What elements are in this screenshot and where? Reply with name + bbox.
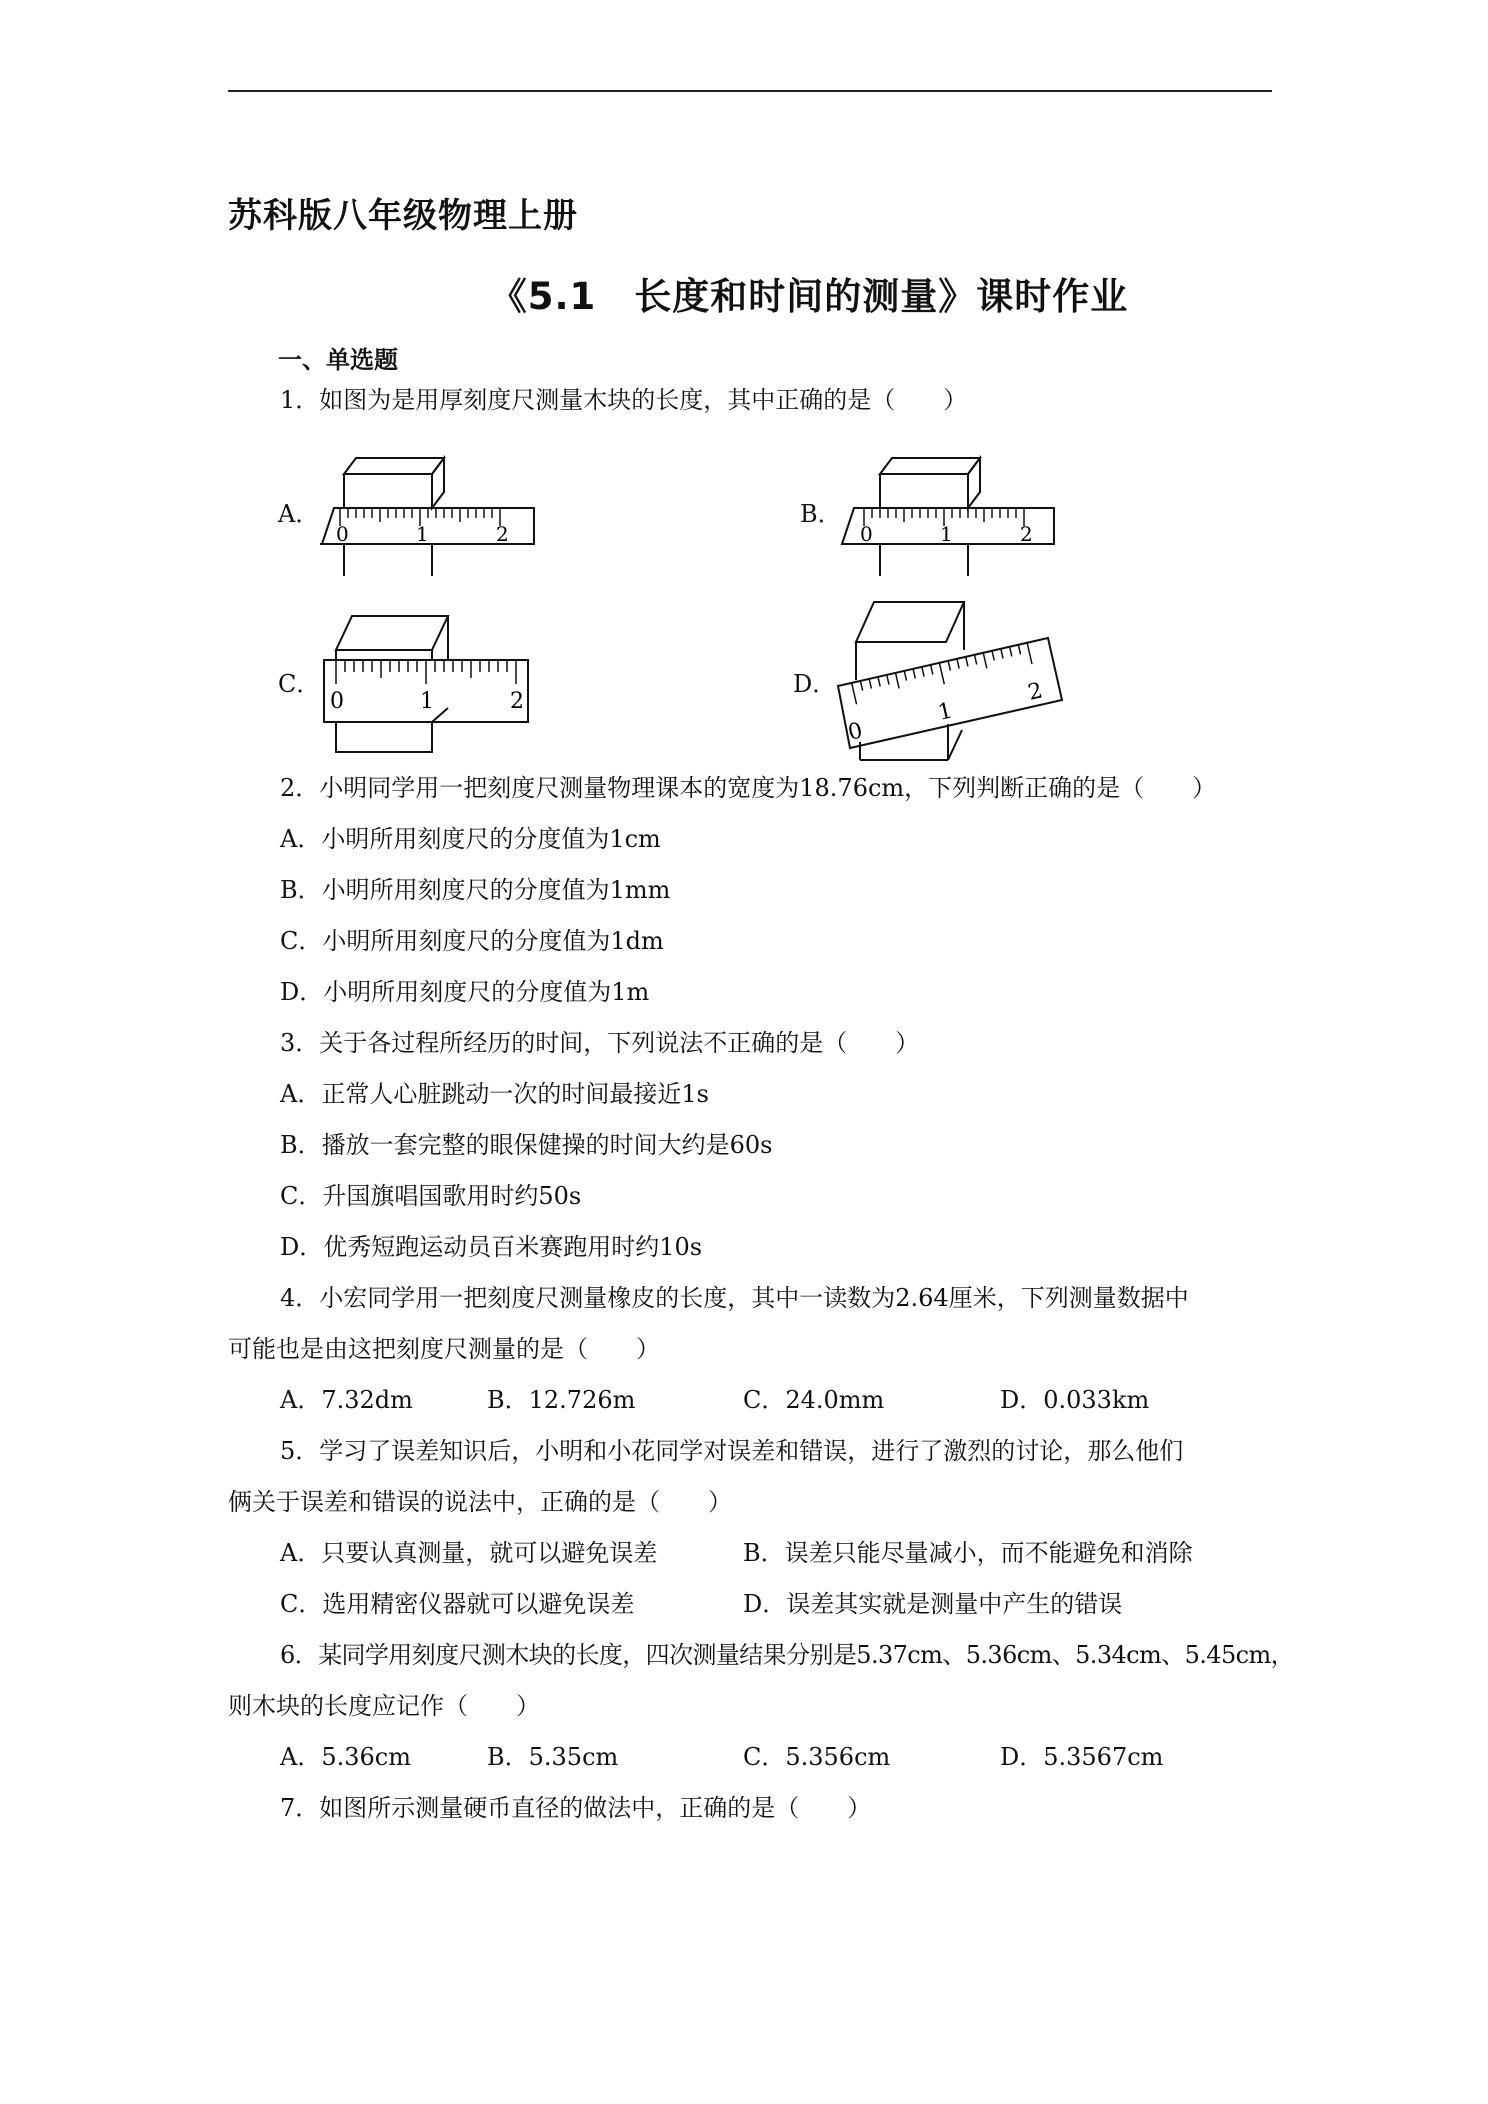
- question-2-option-b[interactable]: B．小明所用刻度尺的分度值为1mm: [280, 876, 671, 904]
- section-heading: 一、单选题: [278, 346, 398, 374]
- tick-label-0: 0: [330, 689, 344, 714]
- question-4-option-a[interactable]: A．7.32dm: [280, 1386, 413, 1414]
- tick-label-2: 2: [510, 689, 524, 714]
- question-6-stem-continued: 则木块的长度应记作（ ）: [228, 1692, 540, 1720]
- question-4-option-c[interactable]: C．24.0mm: [743, 1386, 885, 1414]
- figure-b-label: B．: [800, 500, 842, 528]
- tick-label-0: 0: [845, 718, 865, 746]
- question-5-stem: 5．学习了误差知识后，小明和小花同学对误差和错误，进行了激烈的讨论，那么他们: [280, 1437, 1184, 1465]
- tick-label-0: 0: [860, 522, 873, 546]
- question-5-stem-continued: 俩关于误差和错误的说法中，正确的是（ ）: [228, 1488, 732, 1516]
- tick-label-1: 1: [416, 522, 429, 546]
- tick-label-2: 2: [1020, 522, 1033, 546]
- question-3-option-a[interactable]: A．正常人心脏跳动一次的时间最接近1s: [280, 1080, 709, 1108]
- question-6-stem: 6．某同学用刻度尺测木块的长度，四次测量结果分别是5.37cm、5.36cm、5.34cm、5.45cm，: [280, 1641, 1295, 1669]
- block-top: [344, 458, 444, 474]
- question-6-option-a[interactable]: A．5.36cm: [280, 1743, 411, 1771]
- document-subtitle: 《5.1 长度和时间的测量》课时作业: [489, 275, 1129, 318]
- header-rule: [228, 90, 1272, 92]
- question-3-option-d[interactable]: D．优秀短跑运动员百米赛跑用时约10s: [280, 1233, 703, 1261]
- tick-label-2: 2: [1025, 678, 1045, 706]
- figure-d-label: D．: [793, 670, 837, 698]
- question-4-option-b[interactable]: B．12.726m: [487, 1386, 636, 1414]
- question-2-stem: 2．小明同学用一把刻度尺测量物理课本的宽度为18.76cm，下列判断正确的是（ ）: [280, 774, 1217, 802]
- tick-label-1: 1: [420, 689, 434, 714]
- question-3-stem: 3．关于各过程所经历的时间，下列说法不正确的是（ ）: [280, 1029, 920, 1057]
- figure-a-diagram: [320, 436, 550, 576]
- question-6-option-c[interactable]: C．5.356cm: [743, 1743, 891, 1771]
- block-front: [344, 474, 432, 508]
- question-2-option-a[interactable]: A．小明所用刻度尺的分度值为1cm: [280, 825, 661, 853]
- figure-c-diagram: [320, 596, 540, 766]
- question-5-option-b[interactable]: B．误差只能尽量减小，而不能避免和消除: [743, 1539, 1193, 1567]
- tick-label-1: 1: [935, 698, 955, 726]
- question-5-option-c[interactable]: C．选用精密仪器就可以避免误差: [280, 1590, 635, 1618]
- question-2-option-c[interactable]: C．小明所用刻度尺的分度值为1dm: [280, 927, 664, 955]
- question-5-option-d[interactable]: D．误差其实就是测量中产生的错误: [743, 1590, 1123, 1618]
- question-7-stem: 7．如图所示测量硬币直径的做法中，正确的是（ ）: [280, 1794, 872, 1822]
- question-4-option-d[interactable]: D．0.033km: [1000, 1386, 1150, 1414]
- question-4-stem-continued: 可能也是由这把刻度尺测量的是（ ）: [228, 1335, 660, 1363]
- question-6-option-b[interactable]: B．5.35cm: [487, 1743, 619, 1771]
- document-title: 苏科版八年级物理上册: [228, 196, 578, 236]
- question-4-stem: 4．小宏同学用一把刻度尺测量橡皮的长度，其中一读数为2.64厘米，下列测量数据中: [280, 1284, 1189, 1312]
- figure-d-diagram: [836, 590, 1076, 770]
- question-3-option-c[interactable]: C．升国旗唱国歌用时约50s: [280, 1182, 582, 1210]
- question-1-stem: 1．如图为是用厚刻度尺测量木块的长度，其中正确的是（ ）: [280, 386, 968, 414]
- figure-a-label: A．: [278, 500, 320, 528]
- figure-c-label: C．: [278, 670, 321, 698]
- tick-label-0: 0: [336, 522, 349, 546]
- figure-b-diagram: [840, 436, 1070, 576]
- question-2-option-d[interactable]: D．小明所用刻度尺的分度值为1m: [280, 978, 650, 1006]
- tick-label-2: 2: [496, 522, 509, 546]
- question-5-option-a[interactable]: A．只要认真测量，就可以避免误差: [280, 1539, 658, 1567]
- tick-label-1: 1: [940, 522, 953, 546]
- question-3-option-b[interactable]: B．播放一套完整的眼保健操的时间大约是60s: [280, 1131, 773, 1159]
- question-6-option-d[interactable]: D．5.3567cm: [1000, 1743, 1164, 1771]
